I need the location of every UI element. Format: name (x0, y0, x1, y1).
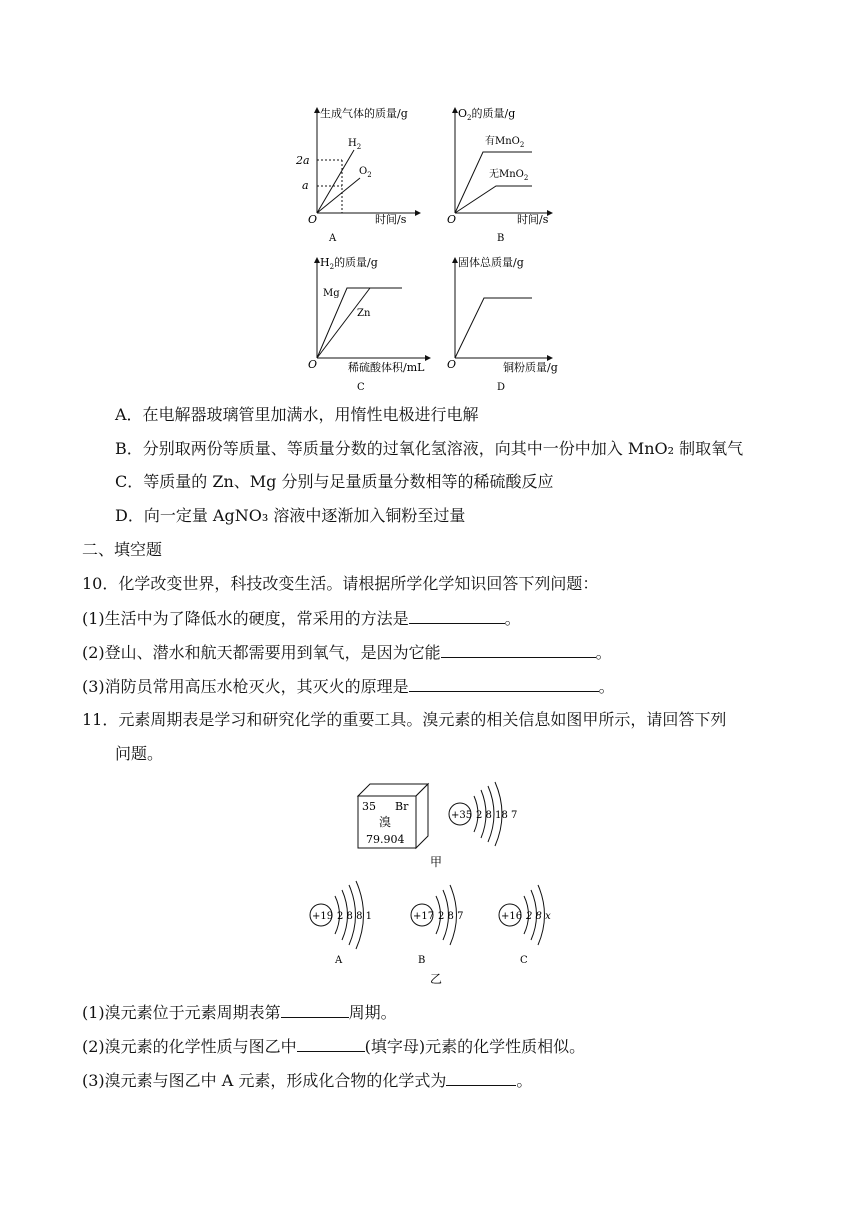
element-card (358, 784, 428, 848)
chart-a-origin: O (308, 213, 318, 226)
q11-part2-text: (2)溴元素的化学性质与图乙中 (82, 1037, 297, 1056)
atom-b-nucleus: +17 (413, 911, 435, 922)
q11-part1-text: (1)溴元素位于元素周期表第 (82, 1003, 281, 1022)
chart-c-origin: O (308, 358, 318, 371)
chart-b-series-label-with: 有MnO$_2$ (485, 136, 525, 149)
element-figure (300, 770, 560, 995)
chart-a-tick-2a: 2a (296, 154, 310, 167)
chart-d-ylabel: 固体总质量/g (458, 256, 524, 269)
chart-a-series-label-o2: $O_2$ (359, 166, 372, 179)
q11-part2 (82, 1036, 585, 1057)
chart-b-xlabel: 时间/s (517, 213, 549, 226)
chart-b-series-with-mno2 (455, 152, 532, 213)
chart-a-series-h2 (317, 150, 354, 213)
q10-stem: 10．化学改变世界，科技改变生活。请根据所学化学知识回答下列问题： (82, 574, 599, 593)
q10-part3-end: 。 (598, 677, 615, 696)
chart-d-origin: O (447, 358, 457, 371)
chart-a-series-o2 (317, 178, 360, 213)
chart-c-series-label-mg: Mg (323, 288, 340, 299)
option-d: D．向一定量 AgNO₃ 溶液中逐渐加入铜粉至过量 (115, 506, 466, 525)
q11-part3-end: 。 (516, 1071, 533, 1090)
atom-a-shells: 2 8 8 1 (337, 911, 372, 922)
chart-b-series-label-without: 无MnO$_2$ (489, 169, 529, 182)
atom-c-label: C (520, 955, 528, 966)
atom-a-diagram (310, 881, 372, 966)
q11-part1-end: 周期。 (348, 1003, 397, 1022)
chart-c-ylabel: $H_2$的质量/g (320, 256, 378, 271)
q11-stem-line2: 问题。 (115, 744, 164, 763)
q10-part2-end: 。 (595, 643, 612, 662)
q10-part3 (82, 676, 615, 697)
atom-a-nucleus: +19 (312, 911, 334, 922)
atom-b-diagram (411, 885, 463, 966)
figure-jia-caption: 甲 (430, 855, 443, 869)
option-a: A．在电解器玻璃管里加满水，用惰性电极进行电解 (115, 405, 479, 424)
atom-b-shells: 2 8 7 (438, 911, 464, 922)
q10-answer-blank-1[interactable] (409, 608, 505, 624)
br-shells: 2 8 18 7 (476, 810, 518, 821)
chart-c-series-label-zn: Zn (357, 308, 371, 319)
chart-figure-group (280, 100, 580, 400)
chart-c-caption: C (357, 382, 365, 393)
option-b: B．分别取两份等质量、等质量分数的过氧化氢溶液，向其中一份中加入 MnO₂ 制取氧气 (115, 439, 744, 458)
figure-yi-caption: 乙 (430, 972, 443, 986)
element-atomic-number: 35 (362, 800, 376, 813)
chart-d-series (455, 298, 532, 358)
atom-c-shells: 2 8 x (526, 911, 551, 922)
q10-part2 (82, 642, 612, 663)
chart-b-series-without-mno2 (455, 186, 532, 213)
chart-a (295, 106, 420, 244)
chart-b (447, 106, 552, 244)
chart-a-series-label-h2: $H_2$ (348, 138, 362, 151)
br-atom-diagram (449, 782, 517, 846)
chart-a-ylabel: 生成气体的质量/g (320, 107, 408, 120)
q10-part1-end: 。 (504, 609, 521, 628)
chart-d-caption: D (497, 382, 506, 393)
q10-answer-blank-2[interactable] (441, 642, 596, 658)
q11-part3-text: (3)溴元素与图乙中 A 元素，形成化合物的化学式为 (82, 1071, 447, 1090)
q11-part1 (82, 1002, 397, 1023)
element-symbol: Br (395, 800, 409, 813)
chart-b-origin: O (447, 213, 457, 226)
chart-a-xlabel: 时间/s (375, 213, 407, 226)
q11-answer-blank-3[interactable] (446, 1070, 516, 1086)
chart-a-tick-a: a (302, 179, 309, 192)
chart-d-xlabel: 铜粉质量/g (503, 361, 558, 374)
q10-answer-blank-3[interactable] (409, 676, 599, 692)
chart-c-xlabel: 稀硫酸体积/mL (348, 361, 425, 374)
section-title: 二、填空题 (82, 540, 163, 559)
atom-c-diagram (499, 885, 551, 966)
q10-part1-text: (1)生活中为了降低水的硬度，常采用的方法是 (82, 609, 409, 628)
chart-b-caption: B (497, 233, 505, 244)
chart-d (447, 255, 558, 393)
atom-b-label: B (418, 955, 426, 966)
q10-part3-text: (3)消防员常用高压水枪灭火，其灭火的原理是 (82, 677, 409, 696)
q11-answer-blank-2[interactable] (297, 1036, 365, 1052)
element-atomic-mass: 79.904 (366, 833, 405, 846)
q11-answer-blank-1[interactable] (281, 1002, 349, 1018)
atom-a-label: A (335, 955, 343, 966)
element-name: 溴 (379, 815, 392, 829)
q11-stem-line1: 11．元素周期表是学习和研究化学的重要工具。溴元素的相关信息如图甲所示，请回答下列 (82, 710, 727, 729)
chart-c (308, 255, 430, 393)
chart-a-caption: A (329, 233, 337, 244)
chart-b-ylabel: $O_2$的质量/g (458, 107, 516, 122)
q10-part2-text: (2)登山、潜水和航天都需要用到氧气，是因为它能 (82, 643, 441, 662)
q11-part3 (82, 1070, 532, 1091)
option-c: C．等质量的 Zn、Mg 分别与足量质量分数相等的稀硫酸反应 (115, 472, 554, 491)
atom-c-nucleus: +16 (501, 911, 523, 922)
br-nucleus: +35 (451, 810, 473, 821)
q11-part2-end: (填字母)元素的化学性质相似。 (364, 1037, 586, 1056)
q10-part1 (82, 608, 521, 629)
